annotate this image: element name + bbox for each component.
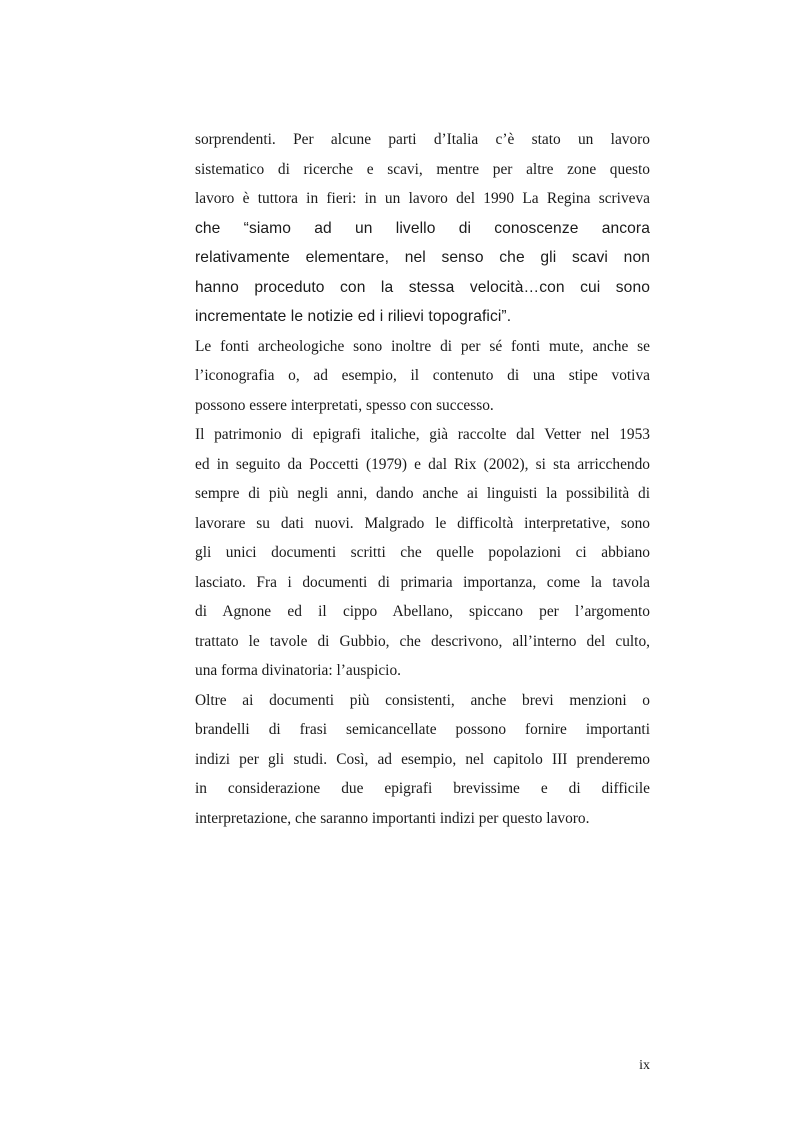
text-line: lavorare su dati nuovi. Malgrado le difficoltà interpretative, sono	[195, 514, 650, 532]
text-line: in considerazione due epigrafi brevissime e di difficile	[195, 780, 650, 797]
text-line: indizi per gli studi. Così, ad esempio, nel capitolo III prenderemo	[195, 750, 650, 768]
text-line: l’iconografia o, ad esempio, il contenuto di una stipe votiva	[195, 367, 650, 384]
paragraph	[195, 125, 650, 332]
body-text	[195, 125, 650, 833]
paragraph	[195, 332, 650, 421]
text-line: Il patrimonio di epigrafi italiche, già raccolte dal Vetter nel 1953	[195, 426, 650, 443]
text-line: gli unici documenti scritti che quelle popolazioni ci abbiano	[195, 544, 650, 561]
text-line: che “siamo ad un livello di conoscenze ancora	[195, 219, 650, 237]
text-line: interpretazione, che saranno importanti indizi per questo lavoro.	[195, 809, 590, 827]
text-line: possono essere interpretati, spesso con successo.	[195, 396, 494, 414]
text-line: trattato le tavole di Gubbio, che descrivono, all’interno del culto,	[195, 632, 650, 650]
text-line: lasciato. Fra i documenti di primaria importanza, come la tavola	[195, 573, 650, 591]
text-line: sempre di più negli anni, dando anche ai linguisti la possibilità di	[195, 485, 650, 502]
text-line: Oltre ai documenti più consistenti, anche brevi menzioni o	[195, 691, 650, 709]
text-line: relativamente elementare, nel senso che gli scavi non	[195, 249, 650, 266]
text-line: incrementate le notizie ed i rilievi topografici”.	[195, 308, 512, 325]
text-line: di Agnone ed il cippo Abellano, spiccano per l’argomento	[195, 603, 650, 620]
text-line: una forma divinatoria: l’auspicio.	[195, 662, 402, 679]
text-line: lavoro è tuttora in fieri: in un lavoro del 1990 La Regina scriveva	[195, 190, 650, 207]
text-line: hanno proceduto con la stessa velocità…con cui sono	[195, 278, 650, 296]
paragraph	[195, 686, 650, 834]
text-line: sistematico di ricerche e scavi, mentre per altre zone questo	[195, 160, 650, 178]
paragraph	[195, 420, 650, 686]
text-line: brandelli di frasi semicancellate possono fornire importanti	[195, 721, 650, 738]
text-line: ed in seguito da Poccetti (1979) e dal Rix (2002), si sta arricchendo	[195, 455, 650, 473]
text-line: Le fonti archeologiche sono inoltre di per sé fonti mute, anche se	[195, 337, 650, 355]
text-line: sorprendenti. Per alcune parti d’Italia c’è stato un lavoro	[195, 131, 650, 148]
page-number: ix	[639, 1058, 650, 1073]
